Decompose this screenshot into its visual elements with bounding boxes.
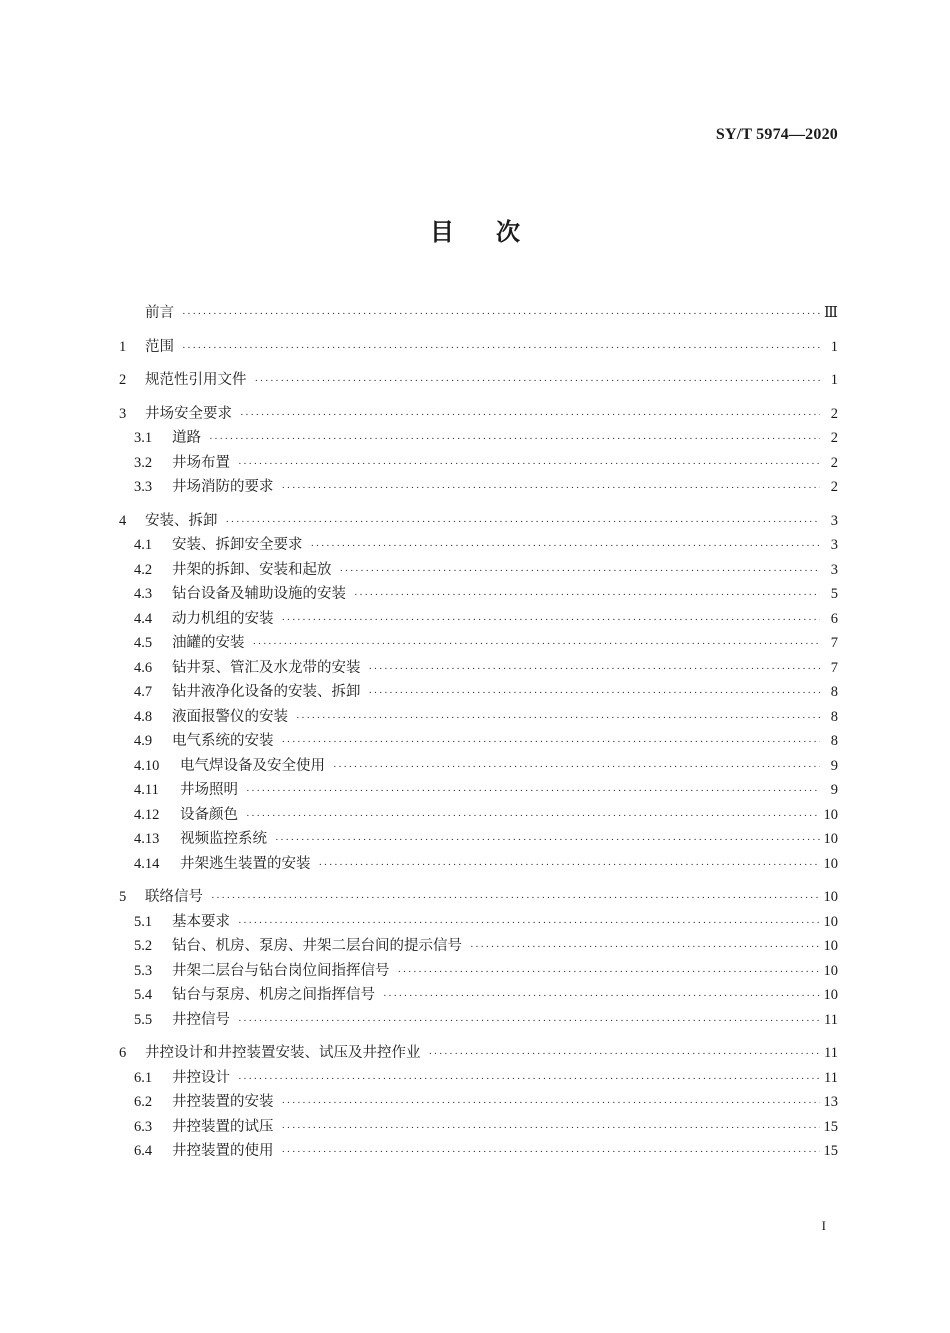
toc-entry-page: 10: [823, 913, 838, 930]
toc-entry[interactable]: [119, 368, 838, 393]
toc-entry-page: 7: [830, 635, 838, 651]
dot-leader: [398, 960, 820, 985]
toc-entry-title: 安装、拆卸: [145, 512, 218, 529]
toc-entry-number: 3.1: [134, 430, 153, 446]
toc-entry-page: 9: [830, 782, 838, 798]
dot-leader: [255, 369, 821, 394]
toc-subentry[interactable]: [119, 1008, 838, 1033]
toc-entry-number: 5.2: [134, 938, 153, 954]
toc-entry-page: 11: [824, 1045, 838, 1061]
toc-entry-number: 6.2: [134, 1094, 153, 1110]
dot-leader: [369, 657, 821, 682]
toc-subentry[interactable]: [119, 1139, 838, 1164]
toc-entry-page: 3: [830, 561, 838, 578]
toc-entry-number: 4.13: [134, 831, 160, 847]
toc-entry-page: 10: [823, 938, 838, 954]
toc-entry-number: 4: [119, 512, 127, 529]
toc-entry-number: 5: [119, 889, 127, 905]
toc-entry-title: 井控信号: [172, 1011, 230, 1028]
toc-entry-title: 基本要求: [172, 913, 230, 930]
toc-entry-number: 4.11: [134, 782, 159, 798]
dot-leader: [383, 984, 820, 1009]
toc-entry-title: 井场安全要求: [145, 405, 232, 422]
toc-entry-page: 10: [823, 889, 838, 905]
toc-subentry[interactable]: [119, 778, 838, 803]
page-title: 目次: [430, 218, 562, 246]
toc-entry[interactable]: [119, 402, 838, 427]
toc-entry-title: 液面报警仪的安装: [172, 708, 288, 725]
toc-entry-page: 7: [830, 659, 838, 676]
toc-entry-number: 5.4: [134, 987, 153, 1003]
toc-entry-number: 4.10: [134, 757, 160, 774]
toc-entry[interactable]: [119, 1041, 838, 1066]
toc-entry-title: 油罐的安装: [172, 635, 245, 651]
toc-entry-page: Ⅲ: [824, 305, 838, 321]
toc-entry-page: 11: [824, 1069, 838, 1086]
toc-entry-title: 井控装置的使用: [172, 1143, 274, 1159]
toc-entry-title: 井场布置: [172, 454, 230, 471]
dot-leader: [354, 583, 820, 608]
toc-entry-title: 井场照明: [180, 782, 238, 798]
toc-entry-title: 前言: [145, 305, 174, 321]
toc-entry-page: 10: [823, 855, 838, 872]
toc-subentry[interactable]: [119, 426, 838, 451]
toc-entry-page: 2: [830, 454, 838, 471]
dot-leader: [282, 1091, 820, 1116]
toc-entry-title: 道路: [172, 430, 201, 446]
toc-subentry[interactable]: [119, 1066, 838, 1091]
toc-subentry[interactable]: [119, 803, 838, 828]
toc-entry-page: 2: [830, 430, 838, 446]
dot-leader: [282, 730, 821, 755]
toc-entry-page: 2: [830, 405, 838, 422]
dot-leader: [211, 886, 820, 911]
toc-subentry[interactable]: [119, 705, 838, 730]
toc-entry-number: 6.1: [134, 1069, 153, 1086]
toc-entry-title: 范围: [145, 338, 174, 355]
toc-entry-page: 1: [830, 372, 838, 388]
toc-entry-page: 10: [823, 831, 838, 847]
toc-entry-title: 井场消防的要求: [172, 479, 274, 495]
dot-leader: [240, 403, 820, 428]
toc-entry-page: 8: [830, 684, 838, 700]
dot-leader: [369, 681, 821, 706]
toc-entry[interactable]: [119, 335, 838, 360]
toc-subentry[interactable]: [119, 852, 838, 877]
toc-entry-page: 10: [823, 806, 838, 823]
toc-entry-page: 2: [830, 479, 838, 495]
toc-entry[interactable]: [119, 301, 838, 326]
toc-entry-title: 动力机组的安装: [172, 610, 274, 627]
toc-entry-title: 设备颜色: [180, 806, 238, 823]
toc-entry-number: 4.8: [134, 708, 153, 725]
toc-entry-title: 安装、拆卸安全要求: [172, 537, 303, 553]
dot-leader: [282, 1140, 820, 1165]
dot-leader: [246, 779, 820, 804]
toc-subentry[interactable]: [119, 1090, 838, 1115]
toc-entry-page: 9: [830, 757, 838, 774]
toc-entry-page: 15: [823, 1143, 838, 1159]
toc-entry-title: 规范性引用文件: [145, 372, 247, 388]
toc-subentry[interactable]: [119, 959, 838, 984]
dot-leader: [226, 510, 821, 535]
toc-entry-page: 6: [830, 610, 838, 627]
dot-leader: [238, 452, 820, 477]
toc-entry-number: 5.1: [134, 913, 153, 930]
toc-subentry[interactable]: [119, 582, 838, 607]
toc-entry-number: 5.5: [134, 1011, 153, 1028]
toc-entry-number: 3: [119, 405, 127, 422]
toc-entry-title: 钻井泵、管汇及水龙带的安装: [172, 659, 361, 676]
toc-entry-title: 钻台与泵房、机房之间指挥信号: [172, 987, 375, 1003]
toc-subentry[interactable]: [119, 754, 838, 779]
toc-entry-number: 4.7: [134, 684, 153, 700]
dot-leader: [238, 911, 820, 936]
dot-leader: [282, 608, 821, 633]
toc-entry-number: 6.4: [134, 1143, 153, 1159]
toc-entry-number: 6: [119, 1045, 127, 1061]
toc-entry-page: 15: [823, 1118, 838, 1135]
toc-entry[interactable]: [119, 509, 838, 534]
dot-leader: [238, 1009, 820, 1034]
toc-entry-page: 8: [830, 708, 838, 725]
toc-entry-number: 4.14: [134, 855, 160, 872]
toc-entry-title: 钻井液净化设备的安装、拆卸: [172, 684, 361, 700]
toc-entry-number: 4.12: [134, 806, 160, 823]
toc-entry-title: 井控设计和井控装置安装、试压及井控作业: [145, 1045, 421, 1061]
toc-entry-title: 电气系统的安装: [172, 733, 274, 749]
toc-subentry[interactable]: [119, 475, 838, 500]
dot-leader: [209, 427, 820, 452]
toc-entry[interactable]: [119, 885, 838, 910]
toc-subentry[interactable]: [119, 827, 838, 852]
toc-subentry[interactable]: [119, 451, 838, 476]
dot-leader: [238, 1067, 820, 1092]
toc-subentry[interactable]: [119, 983, 838, 1008]
toc-entry-title: 井架的拆卸、安装和起放: [172, 561, 332, 578]
toc-subentry[interactable]: [119, 910, 838, 935]
toc-subentry[interactable]: [119, 1115, 838, 1140]
toc-entry-page: 1: [830, 338, 838, 355]
toc-entry-page: 10: [823, 987, 838, 1003]
toc-entry-number: 3.2: [134, 454, 153, 471]
toc-entry-number: 3.3: [134, 479, 153, 495]
toc-entry-number: 4.6: [134, 659, 153, 676]
dot-leader: [253, 632, 821, 657]
dot-leader: [333, 755, 820, 780]
dot-leader: [470, 935, 820, 960]
toc-entry-page: 11: [824, 1011, 838, 1028]
dot-leader: [282, 1116, 820, 1141]
toc-entry-page: 13: [823, 1094, 838, 1110]
toc-entry-number: 4.5: [134, 635, 153, 651]
toc-entry-title: 联络信号: [145, 889, 203, 905]
dot-leader: [282, 476, 821, 501]
toc-entry-title: 井架逃生装置的安装: [180, 855, 311, 872]
toc-entry-number: 4.4: [134, 610, 153, 627]
table-of-contents: [119, 301, 838, 1164]
toc-entry-title: 视频监控系统: [180, 831, 267, 847]
toc-subentry[interactable]: [119, 934, 838, 959]
toc-subentry[interactable]: [119, 607, 838, 632]
toc-entry-number: 4.9: [134, 733, 153, 749]
toc-subentry[interactable]: [119, 631, 838, 656]
toc-entry-number: 4.1: [134, 537, 153, 553]
dot-leader: [182, 302, 820, 327]
toc-entry-title: 电气焊设备及安全使用: [180, 757, 325, 774]
toc-entry-number: 4.2: [134, 561, 153, 578]
toc-entry-title: 井控设计: [172, 1069, 230, 1086]
toc-entry-page: 10: [823, 962, 838, 979]
toc-entry-number: 5.3: [134, 962, 153, 979]
toc-subentry[interactable]: [119, 656, 838, 681]
dot-leader: [319, 853, 820, 878]
toc-subentry[interactable]: [119, 680, 838, 705]
toc-entry-page: 3: [830, 512, 838, 529]
dot-leader: [182, 336, 820, 361]
toc-entry-page: 8: [830, 733, 838, 749]
dot-leader: [311, 534, 821, 559]
toc-entry-title: 井控装置的试压: [172, 1118, 274, 1135]
dot-leader: [296, 706, 820, 731]
toc-entry-title: 钻台、机房、泵房、井架二层台间的提示信号: [172, 938, 462, 954]
toc-entry-title: 井控装置的安装: [172, 1094, 274, 1110]
toc-entry-title: 井架二层台与钻台岗位间指挥信号: [172, 962, 390, 979]
toc-entry-number: 1: [119, 338, 127, 355]
toc-entry-page: 3: [830, 537, 838, 553]
toc-entry-number: 6.3: [134, 1118, 153, 1135]
dot-leader: [275, 828, 820, 853]
toc-subentry[interactable]: [119, 558, 838, 583]
dot-leader: [246, 804, 820, 829]
dot-leader: [340, 559, 821, 584]
toc-entry-page: 5: [830, 586, 838, 602]
toc-entry-number: 2: [119, 372, 127, 388]
standard-code: SY/T 5974—2020: [715, 126, 838, 143]
toc-subentry[interactable]: [119, 533, 838, 558]
toc-entry-number: 4.3: [134, 586, 153, 602]
page-number: I: [821, 1218, 826, 1233]
toc-entry-title: 钻台设备及辅助设施的安装: [172, 586, 346, 602]
dot-leader: [429, 1042, 821, 1067]
toc-subentry[interactable]: [119, 729, 838, 754]
